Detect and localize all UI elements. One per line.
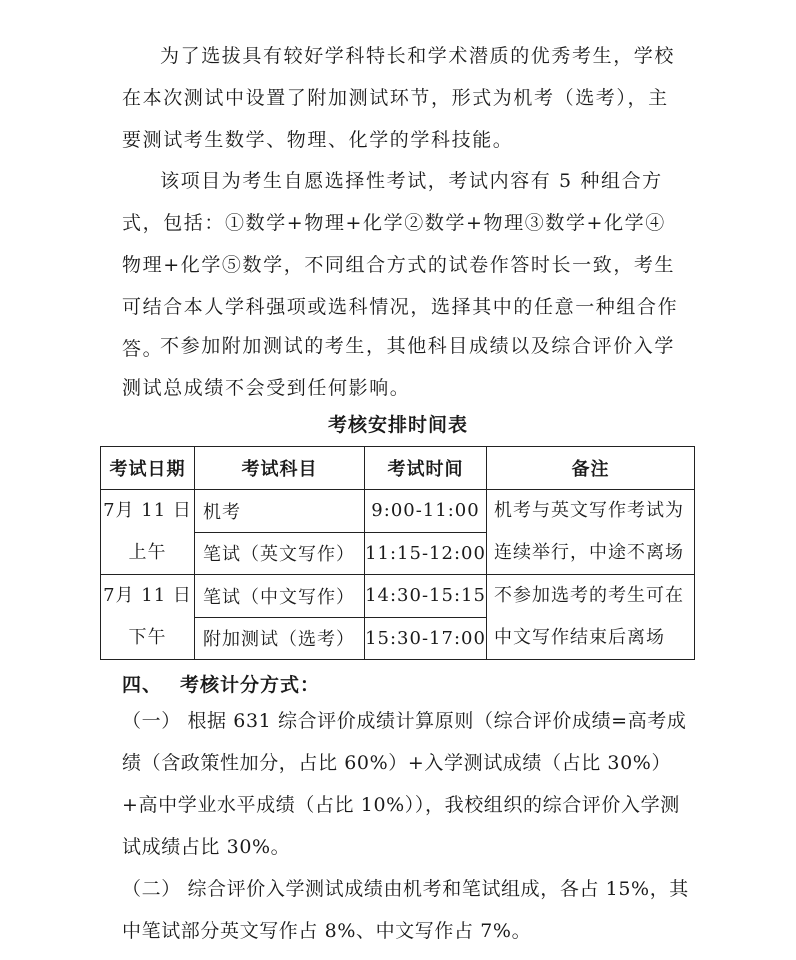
table-row (101, 490, 695, 533)
time-cell: 11:15-12:00 (365, 532, 487, 575)
subject-cell: 机考 (195, 490, 365, 533)
subject-cell: 附加测试（选考） (195, 617, 365, 660)
note-cell (487, 490, 695, 575)
time-cell: 15:30-17:00 (365, 617, 487, 660)
section-number: 四、 (122, 674, 163, 696)
section-heading (122, 670, 320, 697)
table-header-row (101, 447, 695, 490)
date-line: 7月 11 日 (103, 585, 192, 606)
note-line: 连续举行，中途不离场 (494, 542, 684, 563)
note-line: 机考与英文写作考试为 (494, 500, 684, 521)
note-line: 中文写作结束后离场 (494, 627, 665, 648)
header-date: 考试日期 (101, 447, 195, 490)
time-cell: 14:30-15:15 (365, 575, 487, 618)
intro-paragraph-1: 为了选拔具有较好学科特长和学术潜质的优秀考生，学校在本次测试中设置了附加测试环节，形式为机考（选考），主要测试考生数学、物理、化学的学科技能。 (122, 45, 676, 151)
time-cell: 9:00-11:00 (365, 490, 487, 533)
section-title: 考核计分方式： (180, 674, 321, 696)
date-period: 上午 (128, 542, 167, 563)
schedule-table (100, 446, 695, 660)
date-line: 7月 11 日 (103, 500, 192, 521)
note-cell (487, 575, 695, 660)
table-row (101, 575, 695, 618)
header-note: 备注 (487, 447, 695, 490)
header-subject: 考试科目 (195, 447, 365, 490)
intro-paragraph-3: 不参加附加测试的考生，其他科目成绩以及综合评价入学测试总成绩不会受到任何影响。 (122, 335, 676, 399)
date-cell (101, 575, 195, 660)
subject-cell: 笔试（英文写作） (195, 532, 365, 575)
scoring-item-2: （二） 综合评价入学测试成绩由机考和笔试组成，各占 15%，其中笔试部分英文写作占 8%、中文写作占 7%。 (122, 878, 689, 942)
schedule-title: 考核安排时间表 (327, 414, 468, 436)
scoring-item-1: （一） 根据 631 综合评价成绩计算原则（综合评价成绩=高考成绩（含政策性加分，占比 60%）+入学测试成绩（占比 30%）+高中学业水平成绩（占比 10%）），我校组织的综合评价入学测试成绩占比 30%。 (122, 710, 687, 858)
header-time: 考试时间 (365, 447, 487, 490)
date-period: 下午 (128, 627, 167, 648)
intro-paragraph-2: 该项目为考生自愿选择性考试，考试内容有 5 种组合方式，包括：①数学+物理+化学②数学+物理③数学+化学④物理+化学⑤数学，不同组合方式的试卷作答时长一致，考生可结合本人学科强项或选科情况，选择其中的任意一种组合作答。 (122, 170, 679, 360)
date-cell (101, 490, 195, 575)
subject-cell: 笔试（中文写作） (195, 575, 365, 618)
note-line: 不参加选考的考生可在 (494, 585, 684, 606)
